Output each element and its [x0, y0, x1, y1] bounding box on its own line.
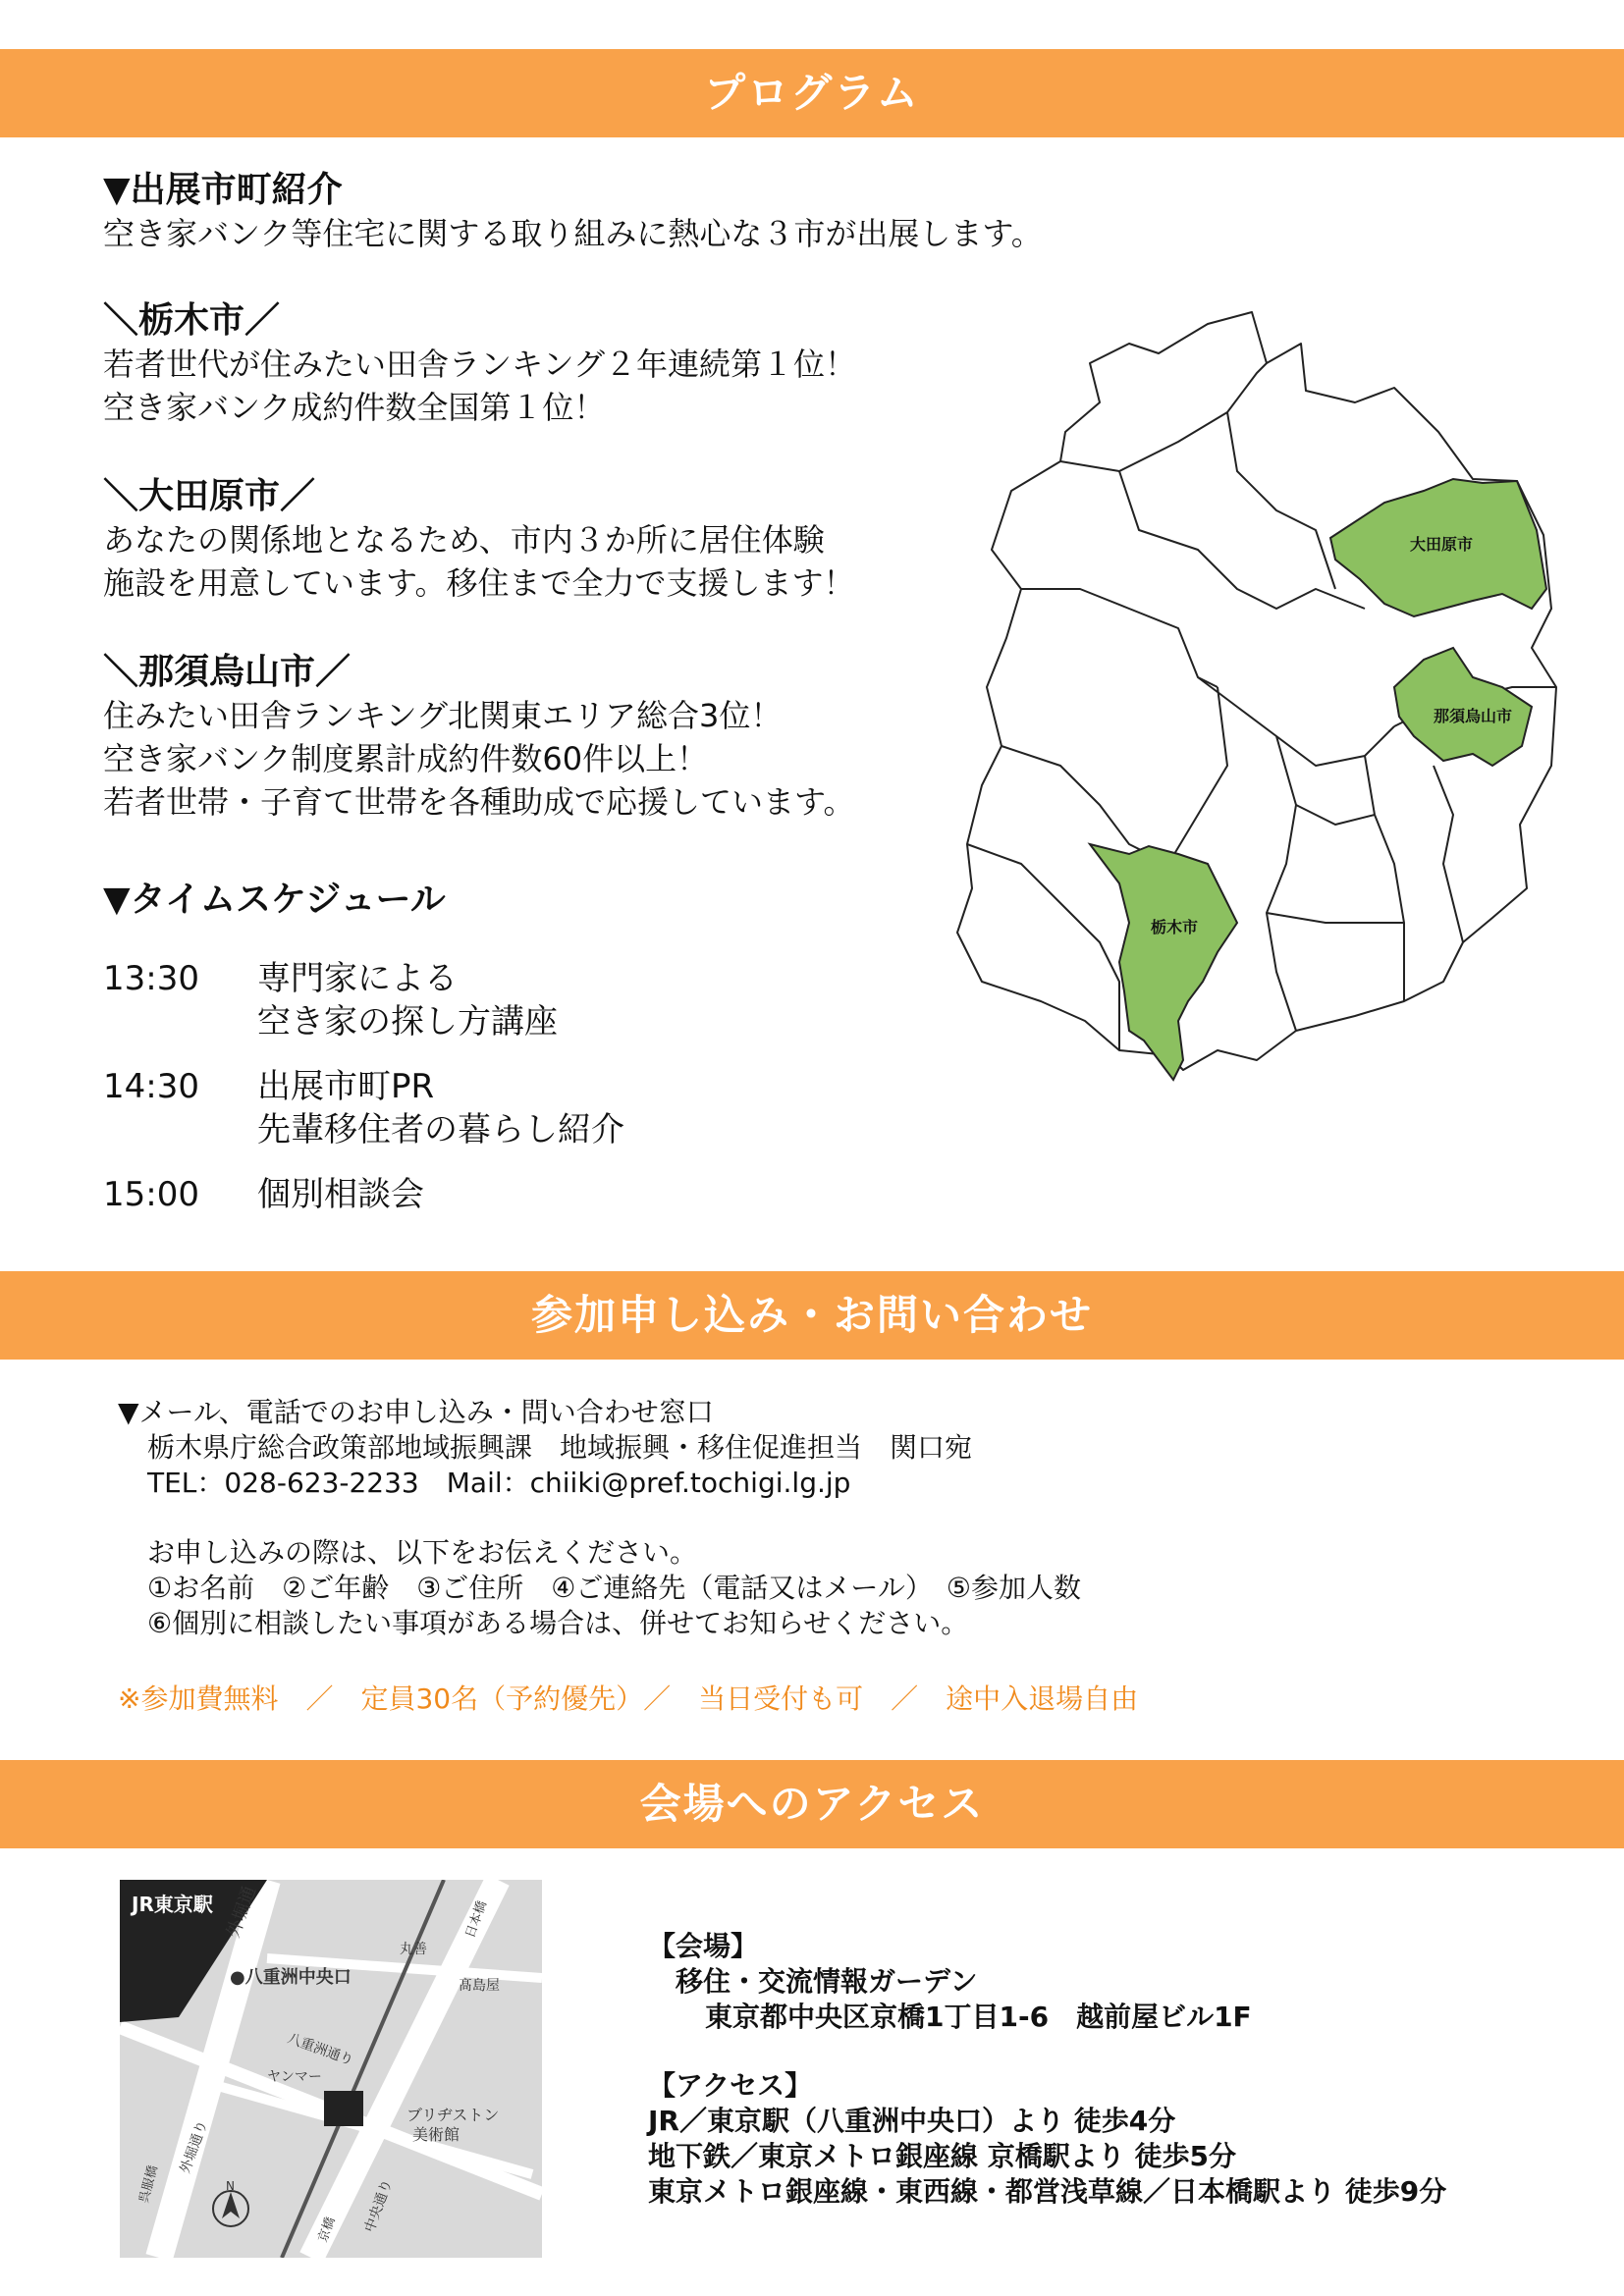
- venue-heading: 【会場】: [648, 1930, 759, 1962]
- venue-building: [324, 2091, 363, 2126]
- request-items: ①お名前 ②ご年齢 ③ご住所 ④ご連絡先（電話又はメール） ⑤参加人数: [147, 1572, 1081, 1604]
- schedule-item: 出展市町PR: [257, 1067, 435, 1106]
- access-route: JR／東京駅（八重洲中央口）より 徒歩4分: [648, 2105, 1176, 2137]
- map-label-chuodori: 中央通り: [361, 2177, 396, 2235]
- city-line: 空き家バンク成約件数全国第１位！: [103, 389, 606, 426]
- venue-name: 移住・交流情報ガーデン: [676, 1965, 978, 1998]
- map-label-jr-station: JR東京駅: [132, 1893, 213, 1916]
- map-label-sotoborido: 外堀通: [222, 1883, 261, 1941]
- contact-heading: ▼メール、電話でのお申し込み・問い合わせ窓口: [118, 1396, 714, 1428]
- access-heading: 【アクセス】: [648, 2069, 813, 2102]
- map-label-maru: 丸善: [400, 1942, 427, 1957]
- map-label-nasukarasuyama: 那須烏山市: [1433, 707, 1513, 725]
- schedule-time: 15:00: [103, 1175, 199, 1214]
- map-label-kyobashi: 京橋: [315, 2215, 339, 2245]
- exhibitors-intro: 空き家バンク等住宅に関する取り組みに熱心な３市が出展します。: [103, 215, 1043, 252]
- map-label-nihonbashi: 日本橋: [462, 1898, 491, 1941]
- city-line: 若者世帯・子育て世帯を各種助成で応援しています。: [103, 783, 855, 821]
- venue-area-map: [120, 1880, 542, 2258]
- access-route: 地下鉄／東京メトロ銀座線 京橋駅より 徒歩5分: [648, 2140, 1236, 2172]
- exhibitors-heading: ▼出展市町紹介: [103, 170, 343, 210]
- request-intro: お申し込みの際は、以下をお伝えください。: [147, 1536, 698, 1569]
- venue-address: 東京都中央区京橋1丁目1-6 越前屋ビル1F: [705, 2001, 1252, 2033]
- schedule-item: 先輩移住者の暮らし紹介: [257, 1110, 624, 1149]
- city-heading-otawara: ＼大田原市／: [103, 476, 316, 516]
- fee-note: ※参加費無料 ／ 定員30名（予約優先）／ 当日受付も可 ／ 途中入退場自由: [118, 1682, 1139, 1715]
- contact-tel-mail[interactable]: TEL：028-623-2233 Mail：chiiki@pref.tochigi.lg.jp: [147, 1467, 851, 1499]
- contact-office: 栃木県庁総合政策部地域振興課 地域振興・移住促進担当 関口宛: [147, 1431, 973, 1464]
- program-band: プログラム: [0, 49, 1624, 137]
- map-label-bridgestone: ブリヂストン: [406, 2106, 500, 2124]
- city-heading-nasukarasuyama: ＼那須烏山市／: [103, 652, 352, 692]
- map-label-takashimaya: 髙島屋: [459, 1978, 500, 1994]
- schedule-time: 14:30: [103, 1067, 199, 1106]
- tochigi-prefecture-map: [943, 294, 1571, 1099]
- city-line: 若者世代が住みたい田舎ランキング２年連続第１位！: [103, 346, 857, 383]
- city-line: 施設を用意しています。移住まで全力で支援します！: [103, 564, 855, 602]
- north-label: N: [226, 2179, 235, 2193]
- city-line: 空き家バンク制度累計成約件数60件以上！: [103, 740, 709, 777]
- schedule-time: 13:30: [103, 959, 199, 998]
- map-label-sotobori2: 外堀通り: [177, 2118, 211, 2176]
- request-items: ⑥個別に相談したい事項がある場合は、併せてお知らせください。: [147, 1607, 969, 1639]
- map-label-gofukubashi: 呉服橋: [136, 2163, 161, 2206]
- schedule-item: 空き家の探し方講座: [257, 1002, 558, 1041]
- contact-band: 参加申し込み・お問い合わせ: [0, 1271, 1624, 1360]
- schedule-item: 専門家による: [257, 959, 458, 998]
- access-band: 会場へのアクセス: [0, 1760, 1624, 1848]
- city-line: あなたの関係地となるため、市内３か所に居住体験: [103, 521, 825, 559]
- map-label-bridgestone-museum: 美術館: [412, 2125, 460, 2144]
- map-label-tochigi: 栃木市: [1150, 918, 1199, 936]
- map-label-yaesu-exit: ●八重洲中央口: [230, 1967, 352, 1988]
- schedule-heading: ▼タイムスケジュール: [103, 880, 446, 920]
- city-heading-tochigi: ＼栃木市／: [103, 300, 281, 341]
- schedule-item: 個別相談会: [257, 1175, 424, 1214]
- map-label-otawara: 大田原市: [1409, 535, 1474, 554]
- map-label-yanmar: ヤンマー: [267, 2069, 322, 2085]
- access-route: 東京メトロ銀座線・東西線・都営浅草線／日本橋駅より 徒歩9分: [648, 2175, 1447, 2208]
- map-label-yaesudori: 八重洲通り: [285, 2030, 355, 2069]
- city-line: 住みたい田舎ランキング北関東エリア総合3位！: [103, 697, 783, 734]
